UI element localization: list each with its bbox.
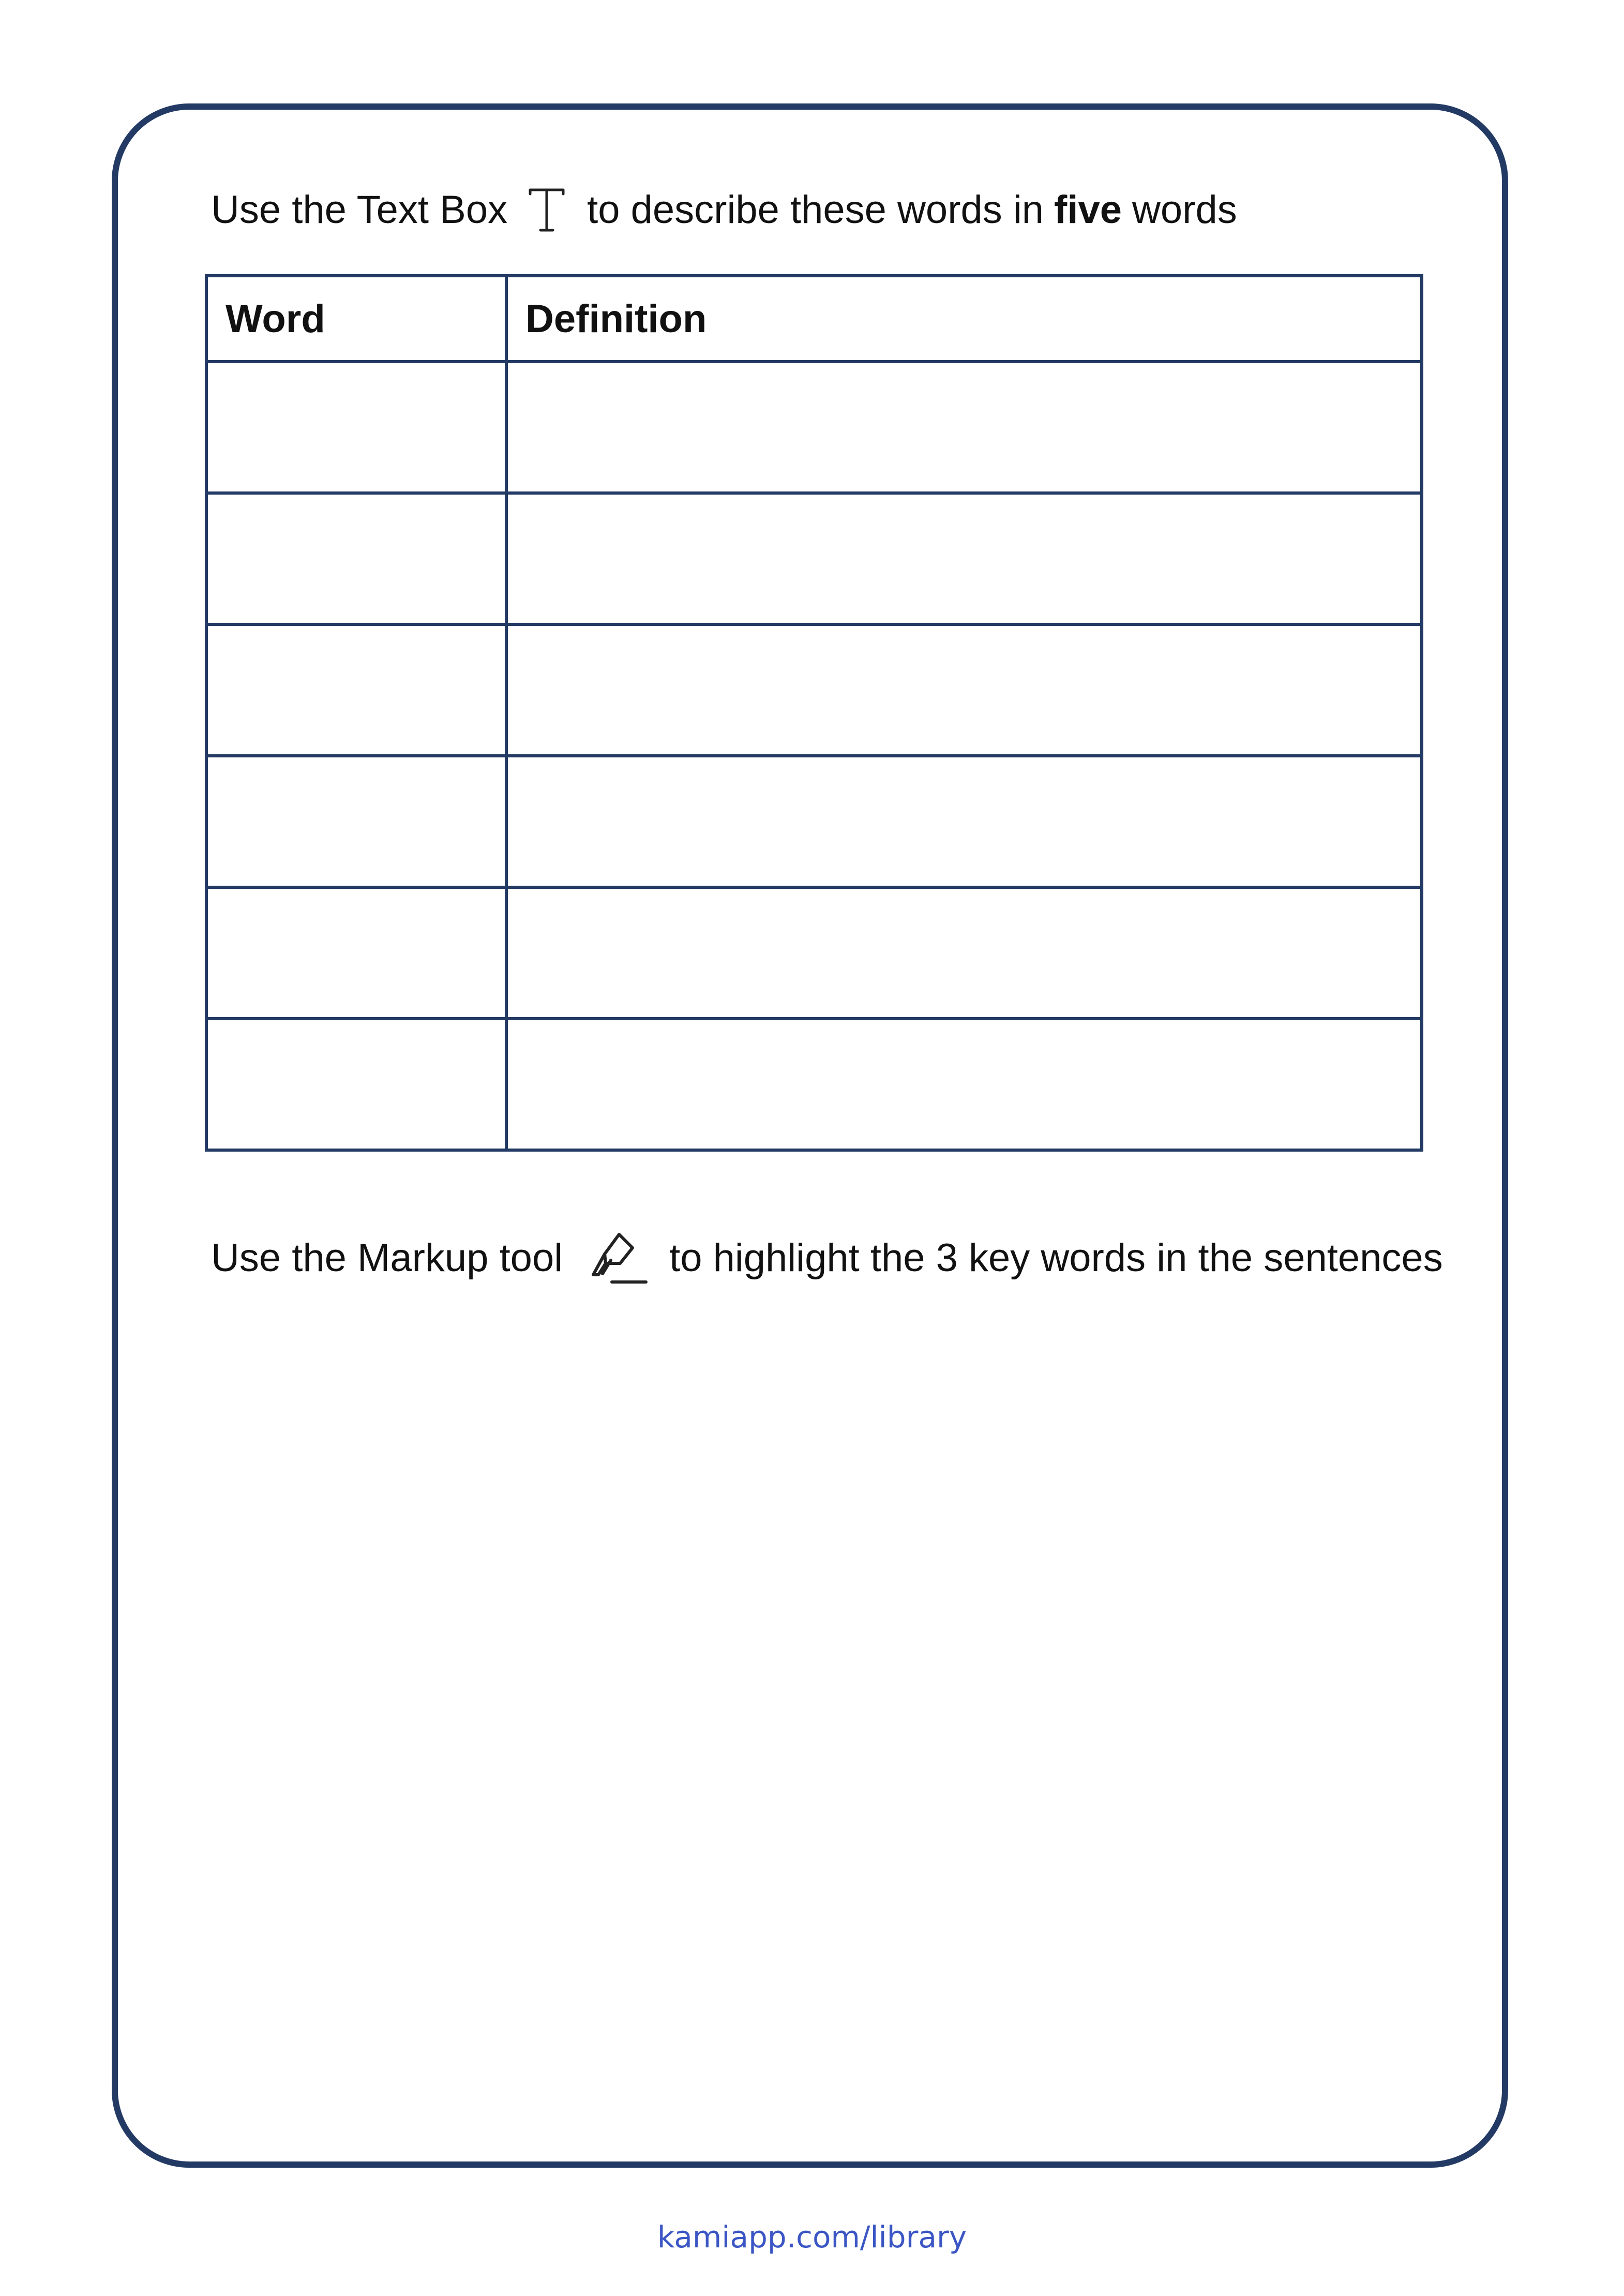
word-cell[interactable] xyxy=(206,362,506,493)
table-row xyxy=(206,756,1422,887)
definition-cell[interactable] xyxy=(506,493,1422,624)
table-row xyxy=(206,624,1422,756)
instruction-text-before: Use the Text Box xyxy=(211,188,508,232)
definition-cell[interactable] xyxy=(506,1019,1422,1150)
table-row xyxy=(206,1019,1422,1150)
definition-cell[interactable] xyxy=(506,624,1422,756)
definition-cell[interactable] xyxy=(506,887,1422,1019)
table-row xyxy=(206,493,1422,624)
word-definition-table xyxy=(205,274,1423,1152)
instruction-text-bold: five xyxy=(1054,188,1122,232)
text-box-tool-icon xyxy=(522,184,572,236)
word-cell[interactable] xyxy=(206,493,506,624)
header-word: Word xyxy=(206,276,506,362)
text-box-instruction xyxy=(211,184,1237,236)
word-cell[interactable] xyxy=(206,756,506,887)
definition-cell[interactable] xyxy=(506,362,1422,493)
word-cell[interactable] xyxy=(206,624,506,756)
word-cell[interactable] xyxy=(206,1019,506,1150)
instruction-text-after: words xyxy=(1132,188,1237,232)
footer-link[interactable]: kamiapp.com/library xyxy=(657,2219,967,2255)
markup-instruction xyxy=(211,1225,1443,1292)
instruction-text-middle: to describe these words in xyxy=(587,188,1044,232)
instruction-text-after: to highlight the 3 key words in the sentences xyxy=(669,1236,1443,1280)
table-row xyxy=(206,362,1422,493)
definition-cell[interactable] xyxy=(506,756,1422,887)
header-definition: Definition xyxy=(506,276,1422,362)
instruction-text-before: Use the Markup tool xyxy=(211,1236,563,1280)
word-cell[interactable] xyxy=(206,887,506,1019)
table-header-row xyxy=(206,276,1422,362)
highlighter-markup-tool-icon xyxy=(587,1225,654,1292)
table-row xyxy=(206,887,1422,1019)
